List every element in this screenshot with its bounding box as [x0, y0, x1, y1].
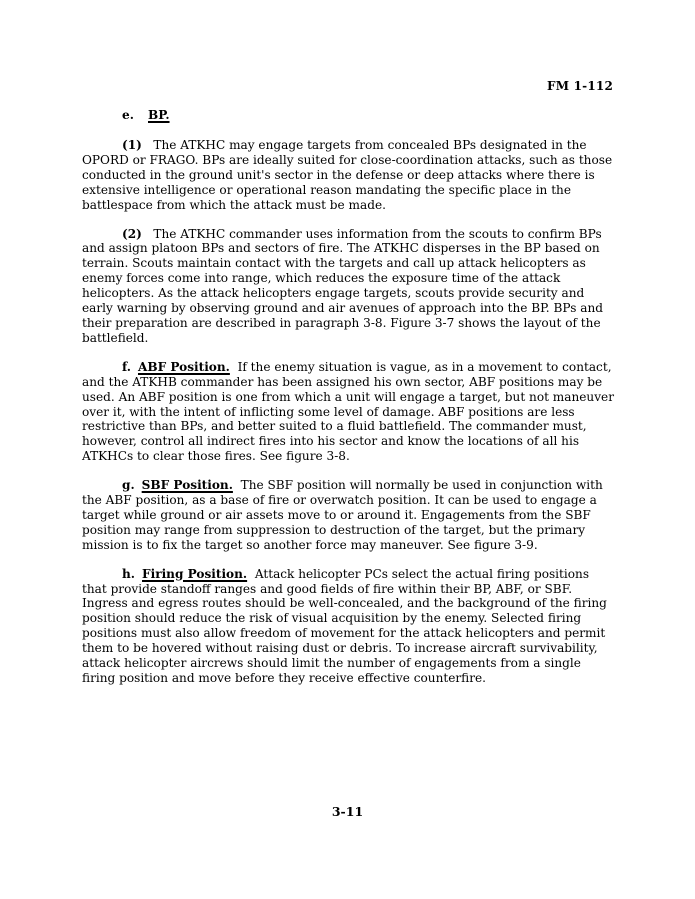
- paragraph-e2-text: The ATKHC commander uses information from the scouts to confirm BPs and assign platoon BPs and sectors of fire. The ATKHC disperses in the BP based on terrain. Scouts maintain contact with the targets and call up attack helicopters as enemy forces come into range, which reduces the exposure time of the attack helicopters. As the attack helicopters engage targets, scouts provide security and early warning by observing ground and air avenues of approach into the BP. BPs and their preparation are described in paragraph 3-8. Figure 3-7 shows the layout of the battlefield.: [82, 226, 603, 345]
- section-h-title: Firing Position.: [142, 566, 248, 581]
- section-h-label: h.: [122, 566, 136, 581]
- document-body: [82, 108, 615, 700]
- paragraph-e1: [82, 138, 615, 213]
- section-h-text: Attack helicopter PCs select the actual firing positions that provide standoff ranges and good fields of fire within their BP, ABF, or SBF. Ingress and egress routes should be well-concealed, and the background of the firing position should reduce the risk of visual acquisition by the enemy. Selected firing positions must also allow freedom of movement for the attack helicopters and permit them to be hovered without raising dust or debris. To increase aircraft survivability, attack helicopter aircrews should limit the number of engagements from a single firing position and move before they receive effective counterfire.: [82, 566, 607, 685]
- paragraph-e1-text: The ATKHC may engage targets from concealed BPs designated in the OPORD or FRAGO. BPs are ideally suited for close-coordination attacks, such as those conducted in the ground unit's sector in the defense or deep attacks where there is extensive intelligence or operational reason mandating the specific place in the battlespace from which the attack must be made.: [82, 138, 613, 212]
- section-e-heading: [82, 108, 615, 123]
- section-f-title: ABF Position.: [137, 359, 230, 374]
- paragraph-e2-number: (2): [122, 226, 142, 241]
- section-f-label: f.: [122, 359, 131, 374]
- paragraph-e2: [82, 227, 615, 346]
- section-e-title: BP.: [148, 108, 170, 122]
- section-h-paragraph: [82, 567, 615, 686]
- section-e-label: e.: [122, 108, 134, 122]
- manual-id-header: FM 1-112: [547, 79, 613, 93]
- section-f-paragraph: [82, 360, 615, 464]
- page-number: 3-11: [331, 804, 364, 819]
- section-f-text: If the enemy situation is vague, as in a movement to contact, and the ATKHB commander has been assigned his own sector, ABF positions may be used. An ABF position is one from which a unit will engage a target, but not maneuver over it, with the intent of inflicting some level of damage. ABF positions are less restrictive than BPs, and better suited to a fluid battlefield. The commander must, however, control all indirect fires into his sector and know the locations of all his ATKHCs to clear those fires. See figure 3-8.: [82, 359, 614, 464]
- section-g-paragraph: [82, 478, 615, 553]
- section-g-label: g.: [122, 478, 135, 493]
- paragraph-e1-number: (1): [122, 138, 142, 152]
- section-g-title: SBF Position.: [141, 478, 233, 493]
- section-g-text: The SBF position will normally be used in conjunction with the ABF position, as a base of fire or overwatch position. It can be used to engage a target while ground or air assets move to or around it. Engagements from the SBF position may range from suppression to destruction of the target, but the primary mission is to fix the target so another force may maneuver. See figure 3-9.: [82, 478, 603, 552]
